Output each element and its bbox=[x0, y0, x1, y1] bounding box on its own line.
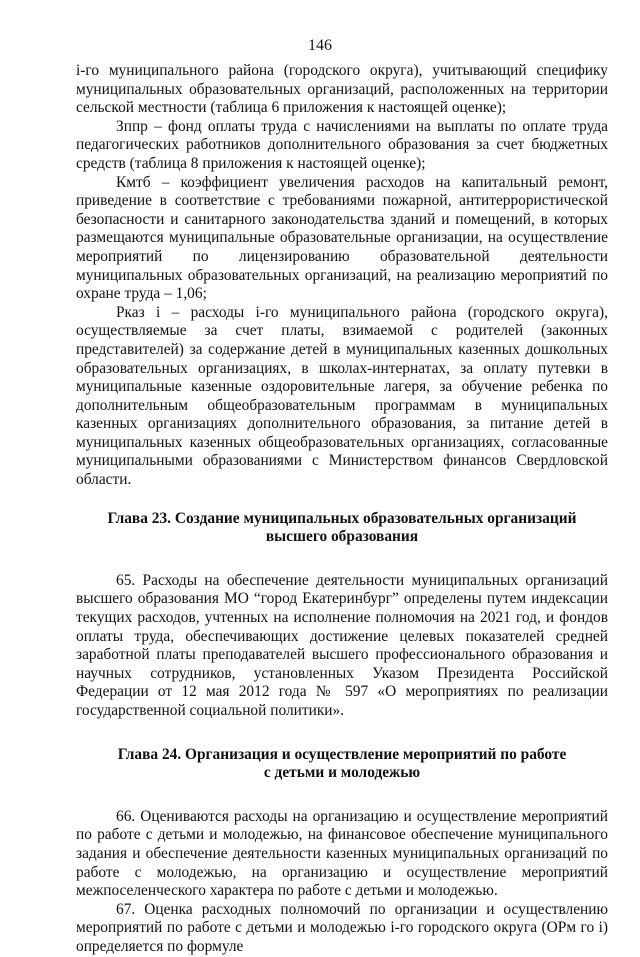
chapter-24-title-line2: с детьми и молодежью bbox=[263, 764, 421, 782]
chapter-23-heading bbox=[76, 510, 608, 547]
page-content bbox=[76, 62, 608, 957]
chapter-24-title-line1: Глава 24. Организация и осуществление мероприятий по работе bbox=[117, 745, 567, 763]
paragraph-continuation: i-го муниципального района (городского округа), учитывающий специфику муниципальных образовательных организаций, расположенных на территории сельской местности (таблица 6 приложения к настоящей оценке); bbox=[76, 62, 608, 117]
chapter-24-heading bbox=[76, 746, 608, 783]
page-number: 146 bbox=[308, 37, 332, 54]
chapter-23-title-line2: высшего образования bbox=[265, 528, 419, 546]
paragraph-65: 65. Расходы на обеспечение деятельности муниципальных организаций высшего образования МО “город Екатеринбург” определены путем индексации текущих расходов, учтенных на исполнение полномочия на 2021 год, и фондов оплаты труда, обеспечивающих достижение целевых показателей средней заработной платы преподавателей высшего профессионального образования и научных сотрудников, установленных Указом Президента Российской Федерации от 12 мая 2012 года № 597 «О мероприятиях по реализации государственной социальной политики». bbox=[76, 571, 608, 719]
paragraph-zppr-definition: Зппр – фонд оплаты труда с начислениями на выплаты по оплате труда педагогических работников дополнительного образования за счет бюджетных средств (таблица 8 приложения к настоящей оценке); bbox=[76, 117, 608, 172]
paragraph-67: 67. Оценка расходных полномочий по организации и осуществлению мероприятий по работе с детьми и молодежью i-го городского округа (ОРм го i) определяется по формуле bbox=[76, 900, 608, 955]
paragraph-66: 66. Оцениваются расходы на организацию и осуществление мероприятий по работе с детьми и молодежью, на финансовое обеспечение муниципального задания и обеспечение деятельности казенных муниципальных организаций по работе с молодежью, на организацию и осуществление мероприятий межпоселенческого характера по работе с детьми и молодежью. bbox=[76, 807, 608, 900]
chapter-23-title-line1: Глава 23. Создание муниципальных образовательных организаций bbox=[107, 509, 577, 527]
paragraph-kmtb-definition: Кмтб – коэффициент увеличения расходов на капитальный ремонт, приведение в соответствие с требованиями пожарной, антитеррористической безопасности и санитарного законодательства зданий и помещений, в которых размещаются муниципальные образовательные организации, на осуществление мероприятий по лицензированию образовательной деятельности муниципальных образовательных организаций, на реализацию мероприятий по охране труда – 1,06; bbox=[76, 173, 608, 303]
paragraph-rkaz-definition: Рказ i – расходы i-го муниципального района (городского округа), осуществляемые за счет платы, взимаемой с родителей (законных представителей) за содержание детей в муниципальных казенных дошкольных образовательных организациях, в школах-интернатах, за оплату путевки в муниципальные казенные оздоровительные лагеря, за обучение ребенка по дополнительным общеобразовательным программам в муниципальных казенных организациях дополнительного образования, за питание детей в муниципальных казенных общеобразовательных организациях, согласованные муниципальными образованиями с Министерством финансов Свердловской области. bbox=[76, 303, 608, 489]
